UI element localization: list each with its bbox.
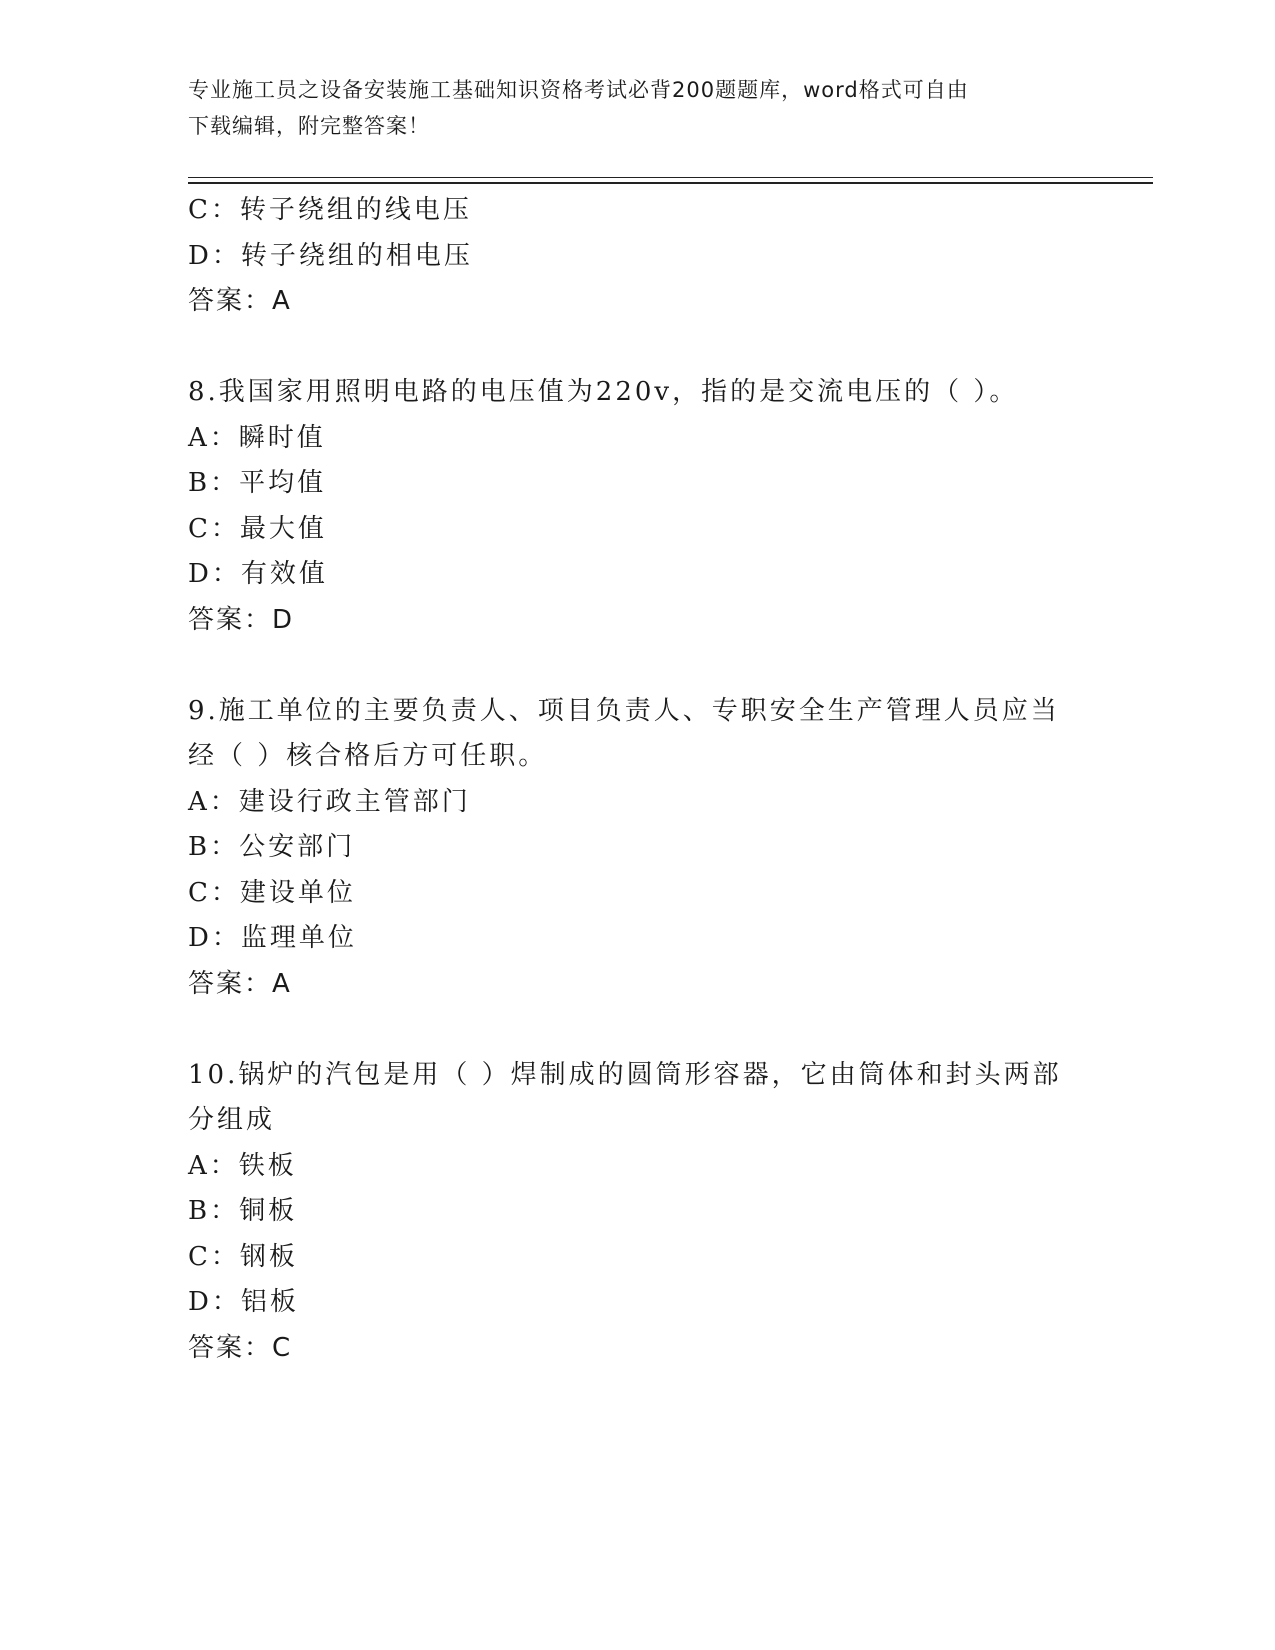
option-c: C：钢板 [188, 1241, 298, 1272]
question-text-continued: 分组成 [188, 1105, 276, 1135]
header-divider-thin [188, 177, 1153, 178]
option-a: A：铁板 [188, 1150, 297, 1181]
option-c: C：最大值 [188, 513, 327, 544]
option-b: B：铜板 [188, 1196, 298, 1226]
header-divider-thick [188, 182, 1153, 184]
document-header [188, 72, 1088, 144]
option-c: C：建设单位 [188, 877, 356, 908]
option-a: A：瞬时值 [188, 422, 326, 453]
answer-line: 答案：C [188, 1332, 293, 1363]
question-text: 8.我国家用照明电路的电压值为220v，指的是交流电压的（ ）。 [188, 377, 1019, 407]
option-a: A：建设行政主管部门 [188, 786, 471, 817]
option-c: C：转子绕组的线电压 [188, 195, 472, 225]
option-d: D：转子绕组的相电压 [188, 240, 473, 271]
question-10 [188, 1053, 1088, 1372]
answer-line: 答案：A [188, 968, 292, 999]
question-8 [188, 370, 1088, 643]
header-line-2: 下载编辑，附完整答案！ [188, 114, 430, 138]
answer-line: 答案：D [188, 604, 295, 635]
option-b: B：公安部门 [188, 832, 356, 862]
question-text: 10.锅炉的汽包是用（ ）焊制成的圆筒形容器，它由筒体和封头两部 [188, 1059, 1062, 1090]
question-text: 9.施工单位的主要负责人、项目负责人、专职安全生产管理人员应当 [188, 695, 1060, 726]
question-9 [188, 689, 1088, 1008]
option-d: D：有效值 [188, 559, 328, 589]
option-d: D：监理单位 [188, 923, 357, 953]
header-line-1: 专业施工员之设备安装施工基础知识资格考试必背200题题库，word格式可自由 [188, 78, 969, 102]
document-body [188, 188, 1088, 1371]
option-d: D：铝板 [188, 1287, 299, 1317]
question-text-continued: 经（ ）核合格后方可任职。 [188, 741, 548, 771]
option-b: B：平均值 [188, 468, 327, 498]
answer-line: 答案：A [188, 286, 292, 316]
